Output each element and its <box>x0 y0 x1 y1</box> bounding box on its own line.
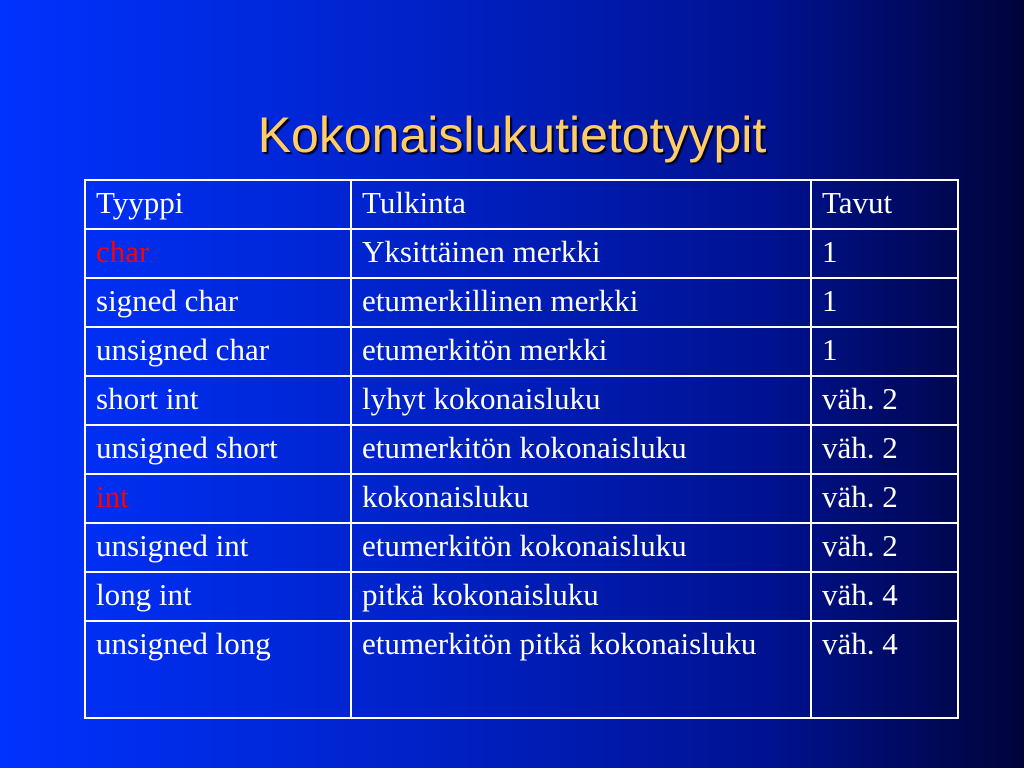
type-cell: long int <box>85 572 351 621</box>
interpretation-cell: pitkä kokonaisluku <box>351 572 811 621</box>
bytes-cell: väh. 4 <box>811 621 958 718</box>
table-row <box>85 474 958 523</box>
interpretation-cell: etumerkillinen merkki <box>351 278 811 327</box>
type-cell: int <box>96 479 129 514</box>
table-header-row <box>85 180 958 229</box>
interpretation-cell: Yksittäinen merkki <box>351 229 811 278</box>
bytes-cell: väh. 4 <box>811 572 958 621</box>
table-row <box>85 523 958 572</box>
type-cell: signed char <box>85 278 351 327</box>
header-bytes: Tavut <box>811 180 958 229</box>
table-row <box>85 229 958 278</box>
table-row <box>85 278 958 327</box>
type-cell: unsigned short <box>85 425 351 474</box>
type-cell: short int <box>85 376 351 425</box>
type-cell: unsigned char <box>85 327 351 376</box>
interpretation-cell: etumerkitön kokonaisluku <box>351 425 811 474</box>
interpretation-cell: etumerkitön pitkä kokonaisluku <box>351 621 811 718</box>
type-cell: char <box>96 234 150 269</box>
type-cell: unsigned long <box>85 621 351 718</box>
table-row <box>85 327 958 376</box>
bytes-cell: väh. 2 <box>811 523 958 572</box>
table-row <box>85 572 958 621</box>
bytes-cell: 1 <box>811 229 958 278</box>
interpretation-cell: etumerkitön kokonaisluku <box>351 523 811 572</box>
type-cell: unsigned int <box>85 523 351 572</box>
bytes-cell: väh. 2 <box>811 376 958 425</box>
interpretation-cell: etumerkitön merkki <box>351 327 811 376</box>
interpretation-cell: kokonaisluku <box>351 474 811 523</box>
table-row <box>85 621 958 718</box>
bytes-cell: 1 <box>811 327 958 376</box>
header-interpretation: Tulkinta <box>351 180 811 229</box>
interpretation-cell: lyhyt kokonaisluku <box>351 376 811 425</box>
table-row <box>85 425 958 474</box>
slide-title: Kokonaislukutietotyypit <box>257 107 767 163</box>
header-type: Tyyppi <box>85 180 351 229</box>
table-row <box>85 376 958 425</box>
bytes-cell: 1 <box>811 278 958 327</box>
bytes-cell: väh. 2 <box>811 425 958 474</box>
integer-types-table <box>84 179 959 719</box>
bytes-cell: väh. 2 <box>811 474 958 523</box>
